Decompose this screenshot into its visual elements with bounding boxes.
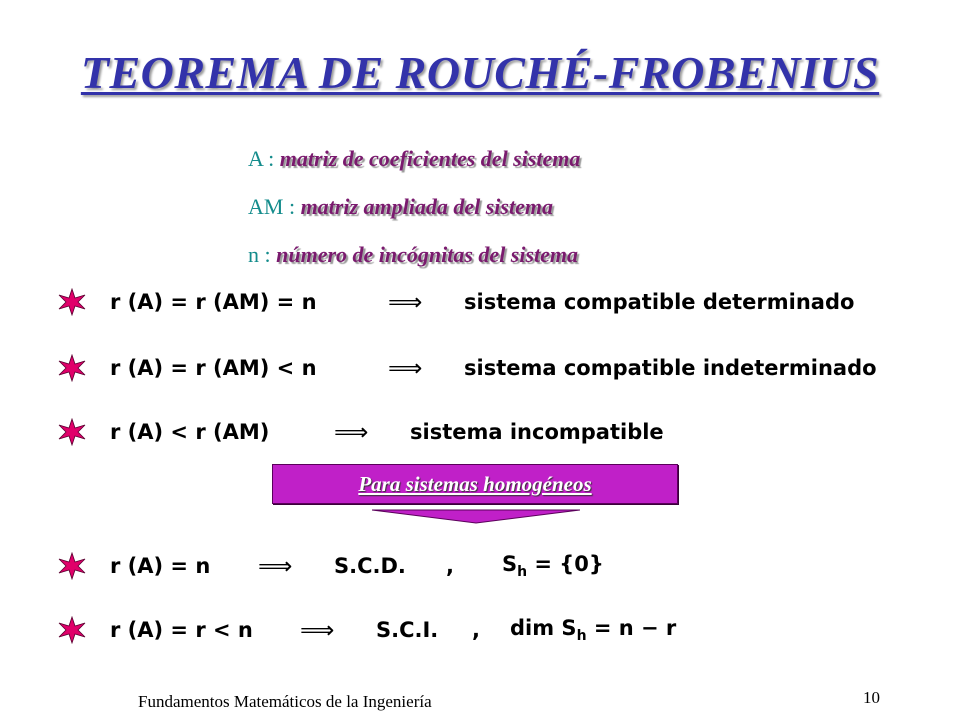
definition-symbol: n : [248, 242, 271, 267]
star-bullet-icon [58, 552, 86, 580]
homogeneous-condition: r (A) = r < n [110, 618, 253, 643]
rule-result: sistema compatible determinado [464, 290, 855, 314]
star-bullet-icon [58, 354, 86, 382]
extra-suffix: = n − r [586, 616, 677, 640]
homogeneous-condition: r (A) = n [110, 554, 211, 579]
definition-symbol: AM : [248, 194, 296, 219]
rule-row [58, 288, 854, 316]
definition-symbol: A : [248, 146, 275, 171]
separator-comma: , [446, 554, 454, 579]
implies-arrow: ⟹ [258, 552, 293, 581]
homogeneous-row [58, 552, 604, 580]
rule-result: sistema incompatible [410, 420, 664, 444]
rule-condition: r (A) = r (AM) = n [110, 290, 317, 314]
star-bullet-icon [58, 418, 86, 446]
extra-subscript: h [517, 564, 528, 581]
star-bullet-icon [58, 288, 86, 316]
homogeneous-extra [510, 616, 676, 644]
rule-result: sistema compatible indeterminado [464, 356, 877, 380]
implies-arrow: ⟹ [334, 418, 369, 446]
homogeneous-extra [502, 552, 604, 580]
page-number: 10 [863, 688, 880, 707]
homogeneous-result: S.C.I. [376, 618, 439, 643]
definition-description: matriz de coeficientes del sistema [279, 146, 581, 171]
implies-arrow: ⟹ [388, 354, 423, 382]
separator-comma: , [472, 618, 480, 643]
rule-condition: r (A) = r (AM) < n [110, 356, 317, 380]
rule-row [58, 418, 664, 446]
definitions-list [248, 146, 580, 290]
footer-text: Fundamentos Matemáticos de la Ingeniería [138, 692, 432, 711]
implies-arrow: ⟹ [300, 616, 335, 645]
definition-description: número de incógnitas del sistema [276, 242, 579, 267]
extra-prefix: S [502, 552, 518, 576]
slide-title: TEOREMA DE ROUCHÉ-FROBENIUS [80, 47, 880, 98]
implies-arrow: ⟹ [388, 288, 423, 316]
definition-item [248, 194, 580, 242]
extra-suffix: = {0} [527, 552, 604, 576]
extra-prefix: dim S [510, 616, 577, 640]
callout-label: Para sistemas homogéneos [358, 471, 592, 496]
homogeneous-callout [272, 464, 678, 504]
rule-condition: r (A) < r (AM) [110, 420, 270, 444]
star-bullet-icon [58, 616, 86, 644]
definition-item [248, 242, 580, 290]
down-arrow-icon [372, 508, 580, 524]
definition-item [248, 146, 580, 194]
homogeneous-row [58, 616, 676, 644]
definition-description: matriz ampliada del sistema [300, 194, 553, 219]
homogeneous-result: S.C.D. [334, 554, 406, 579]
extra-subscript: h [576, 628, 587, 645]
rule-row [58, 354, 877, 382]
